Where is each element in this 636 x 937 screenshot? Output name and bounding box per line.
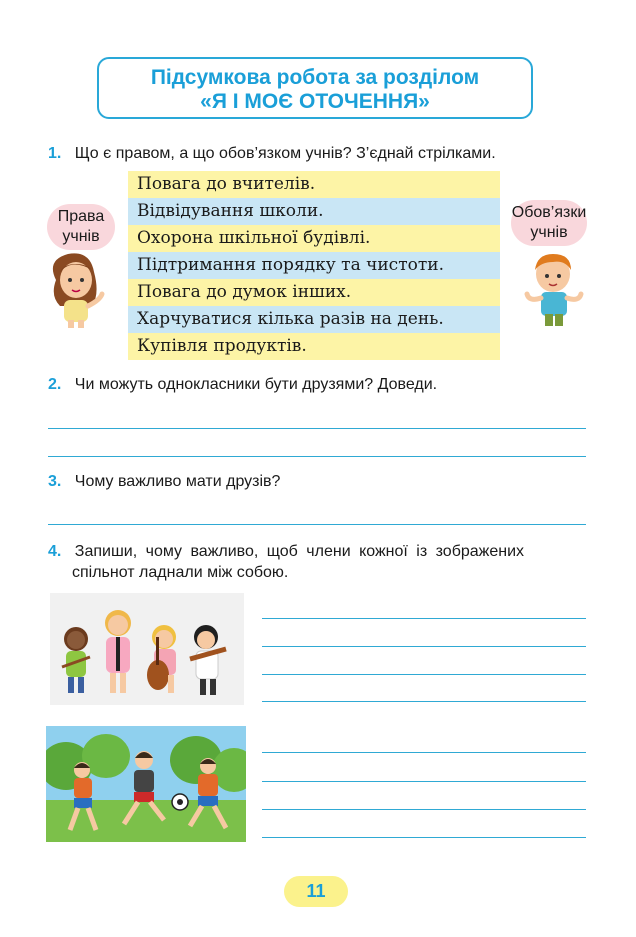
rights-bubble-line-2: учнів <box>62 228 100 245</box>
statement-row: Повага до вчителів. <box>128 171 500 198</box>
musicians-image <box>50 593 244 705</box>
question-2-number: 2. <box>48 376 62 393</box>
title-line-1: Підсумкова робота за розділом <box>150 66 480 89</box>
rights-bubble <box>47 204 115 250</box>
title-box <box>97 57 533 119</box>
answer-line[interactable] <box>48 456 586 457</box>
answer-line[interactable] <box>262 674 586 675</box>
question-2 <box>48 376 437 394</box>
title-line-2: «Я І МОЄ ОТОЧЕННЯ» <box>200 90 430 113</box>
question-4-text-line-2: спільнот ладнали між собою. <box>72 564 289 581</box>
question-3 <box>48 473 280 491</box>
question-4-text-line-1: Запиши, чому важливо, щоб члени кожної із зображених <box>74 543 525 560</box>
page-number: 11 <box>284 876 348 907</box>
answer-line[interactable] <box>48 524 586 525</box>
duties-bubble-line-2: учнів <box>530 224 568 241</box>
answer-line[interactable] <box>262 752 586 753</box>
girl-illustration <box>42 250 114 328</box>
answer-line[interactable] <box>262 618 586 619</box>
answer-line[interactable] <box>262 701 586 702</box>
answer-line[interactable] <box>262 781 586 782</box>
rights-bubble-line-1: Права <box>57 208 105 225</box>
duties-bubble <box>511 200 587 246</box>
question-1 <box>48 145 496 163</box>
statement-row: Охорона шкільної будівлі. <box>128 225 500 252</box>
answer-line[interactable] <box>262 809 586 810</box>
answer-line[interactable] <box>48 428 586 429</box>
boy-illustration <box>521 250 587 328</box>
statement-row: Повага до думок інших. <box>128 279 500 306</box>
statement-row: Підтримання порядку та чистоти. <box>128 252 500 279</box>
question-3-text: Чому важливо мати друзів? <box>74 473 281 490</box>
question-2-text: Чи можуть однокласники бути друзями? Доведи. <box>74 376 438 393</box>
statement-row: Харчуватися кілька разів на день. <box>128 306 500 333</box>
statement-row: Купівля продуктів. <box>128 333 500 360</box>
question-1-text: Що є правом, а що обов’язком учнів? З’єднай стрілками. <box>74 145 496 162</box>
duties-bubble-line-1: Обов’язки <box>511 204 587 221</box>
answer-line[interactable] <box>262 837 586 838</box>
question-1-number: 1. <box>48 145 62 162</box>
statement-row: Відвідування школи. <box>128 198 500 225</box>
question-4 <box>48 543 586 561</box>
question-4-number: 4. <box>48 543 62 560</box>
football-image <box>46 726 246 842</box>
question-3-number: 3. <box>48 473 62 490</box>
answer-line[interactable] <box>262 646 586 647</box>
